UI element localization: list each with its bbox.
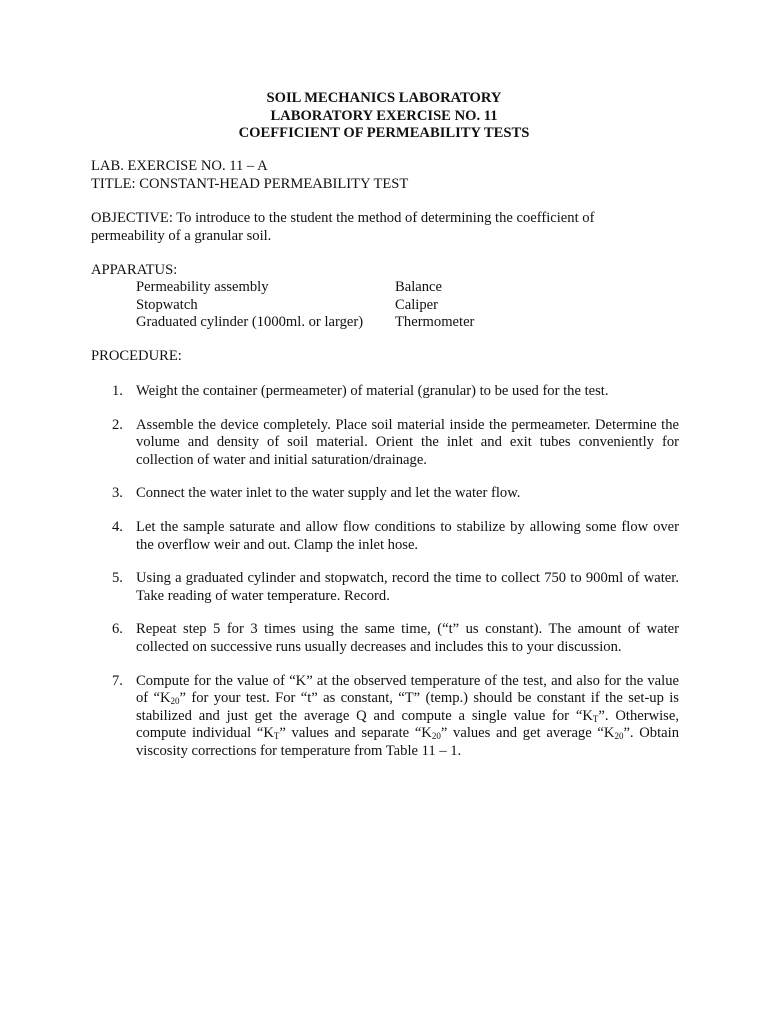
step-text: Using a graduated cylinder and stopwatch, record the time to collect 750 to 900ml of water. Take reading of water temperature. Record.	[136, 570, 679, 604]
step-number: 1.	[112, 383, 123, 399]
step-number: 3.	[112, 485, 123, 502]
step-number: 6.	[112, 621, 123, 638]
objective-line-2: permeability of a granular soil.	[91, 227, 272, 244]
procedure-step	[91, 417, 679, 470]
apparatus-row	[136, 297, 556, 315]
objective-line-1: OBJECTIVE: To introduce to the student the method of determining the coefficient of	[91, 210, 595, 226]
subscript: T	[273, 731, 280, 742]
step-number: 7.	[112, 672, 123, 689]
procedure-steps	[91, 383, 679, 777]
apparatus-item: Graduated cylinder (1000ml. or larger)	[136, 314, 364, 331]
step-text: Let the sample saturate and allow flow conditions to stabilize by allowing some flow over the overflow weir and out. Clamp the inlet hose.	[136, 518, 679, 553]
procedure-step	[91, 673, 679, 761]
apparatus-row	[136, 279, 556, 297]
subscript: 20	[614, 731, 624, 742]
exercise-number: LAB. EXERCISE NO. 11 – A	[91, 158, 268, 174]
procedure-step	[91, 621, 679, 656]
subscript: 20	[170, 696, 180, 707]
step-text-part: ” values and separate “K	[279, 725, 432, 742]
step-text	[136, 673, 679, 761]
subscript: 20	[431, 731, 441, 742]
procedure-section	[91, 348, 679, 366]
objective-section	[91, 210, 679, 245]
apparatus-heading: APPARATUS:	[91, 262, 178, 278]
header-exercise-number: LABORATORY EXERCISE NO. 11	[270, 107, 498, 124]
step-text: Connect the water inlet to the water supply and let the water flow.	[136, 485, 521, 502]
exercise-title: TITLE: CONSTANT-HEAD PERMEABILITY TEST	[91, 175, 409, 192]
procedure-step	[91, 485, 679, 503]
apparatus-item: Stopwatch	[136, 296, 198, 313]
apparatus-item: Balance	[395, 279, 442, 295]
step-text-part: Compute for the value of “K” at the observed temperature of the test, and also for the value of “K	[136, 672, 679, 707]
subscript: T	[592, 713, 599, 724]
apparatus-item: Thermometer	[395, 314, 475, 331]
step-text: Weight the container (permeameter) of material (granular) to be used for the test.	[136, 383, 609, 399]
apparatus-section	[91, 262, 679, 280]
apparatus-item: Caliper	[395, 296, 438, 313]
header-lab-name: SOIL MECHANICS LABORATORY	[266, 90, 502, 106]
exercise-info	[91, 158, 679, 193]
procedure-heading: PROCEDURE:	[91, 348, 182, 364]
step-text-part: ”. Obtain viscosity corrections for temperature from Table 11 – 1.	[136, 725, 679, 759]
procedure-step	[91, 570, 679, 605]
step-text: Assemble the device completely. Place soil material inside the permeameter. Determine the volume and density of soil material. Orient the inlet and exit tubes conveniently for collection of water and initial saturation/drainage.	[136, 416, 679, 468]
apparatus-item: Permeability assembly	[136, 279, 269, 295]
procedure-step	[91, 383, 679, 401]
step-number: 4.	[112, 518, 123, 535]
document-header	[0, 90, 768, 143]
apparatus-list	[136, 279, 556, 332]
header-exercise-title: COEFFICIENT OF PERMEABILITY TESTS	[238, 125, 530, 142]
step-text: Repeat step 5 for 3 times using the same time, (“t” us constant). The amount of water collected on successive runs usually decreases and includes this to your discussion.	[136, 621, 679, 655]
step-text-part: ”. Otherwise, compute individual “K	[136, 707, 679, 742]
step-number: 2.	[112, 416, 123, 433]
step-number: 5.	[112, 570, 123, 587]
apparatus-row	[136, 314, 556, 332]
procedure-step	[91, 519, 679, 554]
step-text-part: ” values and get average “K	[440, 725, 615, 742]
step-text-part: ” for your test. For “t” as constant, “T” (temp.) should be constant if the set-up is stabilized and just get the average Q and compute a single value for “K	[136, 690, 679, 724]
